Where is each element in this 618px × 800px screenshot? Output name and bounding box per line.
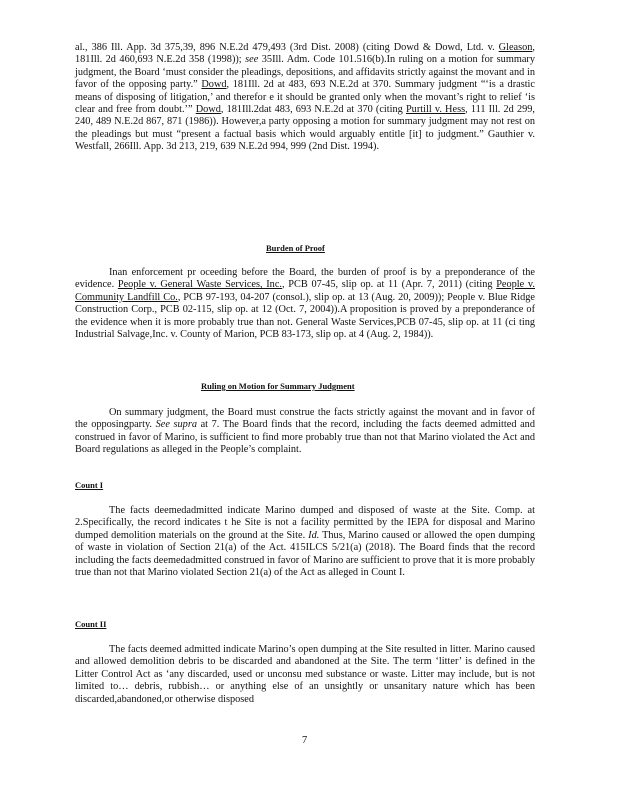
page-number: 7 <box>302 735 308 746</box>
paragraph-text <box>75 644 535 706</box>
case-citation: People v. Community Landfill Co. <box>75 279 535 303</box>
heading-count-ii: Count II <box>75 619 107 629</box>
text-run: at 7. The Board finds that the record, including the facts deemed admitted and construed in favor of Marino, is sufficient to find more probably true than not that Marino violated the Act and Board regulations as alleged in the People’s complaint. <box>75 419 535 456</box>
text-run: The facts deemedadmitted indicate Marino dumped and disposed of waste at the Site. Comp. at 2.Specifically, the record indicates t he Site is not a facility permitted by the IEPA for disposal and Marino dumped demolition materials on the ground at the Site. <box>75 505 535 541</box>
paragraph-text <box>75 267 535 341</box>
paragraph-summary-judgment-standard <box>75 42 535 154</box>
case-citation: Dowd <box>195 104 221 116</box>
heading-ruling-on-motion: Ruling on Motion for Summary Judgment <box>201 381 355 391</box>
case-citation: People v. General Waste Services, Inc. <box>117 279 282 291</box>
signal-word: Id. <box>305 529 320 541</box>
text-run: , 111 Ill. 2d 299, 240, 489 N.E.2d 867, 871 (1986)). However,a party opposing a motion for summary judgment may not rest on the pleadings but must “present a factual basis which would arguably entitle [it] to judgment.” Gauthier v. Westfall, 266Ill. App. 3d 213, 219, 639 N.E.2d 994, 999 (2nd Dist. 1994). <box>75 104 536 153</box>
text-run: The facts deemed admitted indicate Marino’s open dumping at the Site resulted in litter. Marino caused and allowed demolition debris to be discarded and abandoned at the Site. The term ‘litter’ is defined in the Litter Control Act as ‘any discarded, used or unconsu med substance or waste. Litter may include, but is not limited to… debris, rubbish… or anything else of an unsightly or unsanitary nature which has been discarded,abandoned,or otherwise disposed <box>75 644 535 705</box>
text-run: , PCB 97-193, 04-207 (consol.), slip op. at 13 (Aug. 20, 2009)); People v. Blue Ridge Construction Corp., PCB 02-115, slip op. at 12 (Oct. 7, 2004)).A proposition is proved by a preponderance of the evidence when it is more probably true than not. General Waste Services,PCB 07-45, slip op. at 11 (ci ting Industrial Salvage,Inc. v. County of Marion, PCB 83-173, slip op. at 4 (Aug. 2, 1984)). <box>75 291 535 341</box>
text-run: , 181Ill. 2d at 483, 693 N.E.2d at 370. Summary judgment “‘is a drastic means of disposing of litigation,’ and therefor e it should be granted only when the movant’s right to relief ‘is clear and free from doubt.’” <box>75 79 535 116</box>
paragraph-count-i <box>75 505 535 579</box>
paragraph-ruling <box>75 407 535 457</box>
paragraph-count-ii <box>75 644 535 706</box>
text-run: Thus, Marino caused or allowed the open dumping of waste in violation of Section 21(a) of the Act. 415ILCS 5/21(a) (2018). The Board finds that the record including the facts deemedadmitted construed in favor of Marino are sufficient to prove that it is more probably true than not that Marino violated Section 21(a) of the Act as alleged in Count I. <box>75 529 535 579</box>
paragraph-text <box>75 407 535 457</box>
heading-count-i: Count I <box>75 480 104 490</box>
signal-word: See supra <box>155 419 197 431</box>
text-run: , PCB 07-45, slip op. at 11 (Apr. 7, 2011) (citing <box>281 279 497 291</box>
heading-burden-of-proof: Burden of Proof <box>266 243 325 253</box>
text-run: al., 386 Ill. App. 3d 375,39, 896 N.E.2d 479,493 (3rd Dist. 2008) (citing Dowd & Dowd, Ltd. v. <box>75 42 499 53</box>
text-run: , 181Ill. 2d 460,693 N.E.2d 358 (1998)); <box>75 42 535 66</box>
paragraph-text <box>75 505 535 579</box>
case-citation: Dowd <box>201 79 227 91</box>
text-run: On summary judgment, the Board must construe the facts strictly against the movant and in favor of the opposingparty. <box>75 407 535 431</box>
text-run: 35Ill. Adm. Code 101.516(b).In ruling on a motion for summary judgment, the Board ‘must consider the pleadings, depositions, and affidavits strictly against the movant and in favor of the opposing party.” <box>75 54 535 91</box>
text-run: , 181Ill.2dat 483, 693 N.E.2d at 370 (citing <box>220 104 406 116</box>
signal-word: see <box>245 54 259 66</box>
text-run: Inan enforcement pr oceeding before the Board, the burden of proof is by a preponderance of the evidence. <box>75 267 535 291</box>
paragraph-burden-of-proof <box>75 267 535 341</box>
case-citation: Gleason <box>498 42 533 53</box>
case-citation: Purtill v. Hess <box>405 104 466 116</box>
paragraph-text <box>75 42 535 154</box>
